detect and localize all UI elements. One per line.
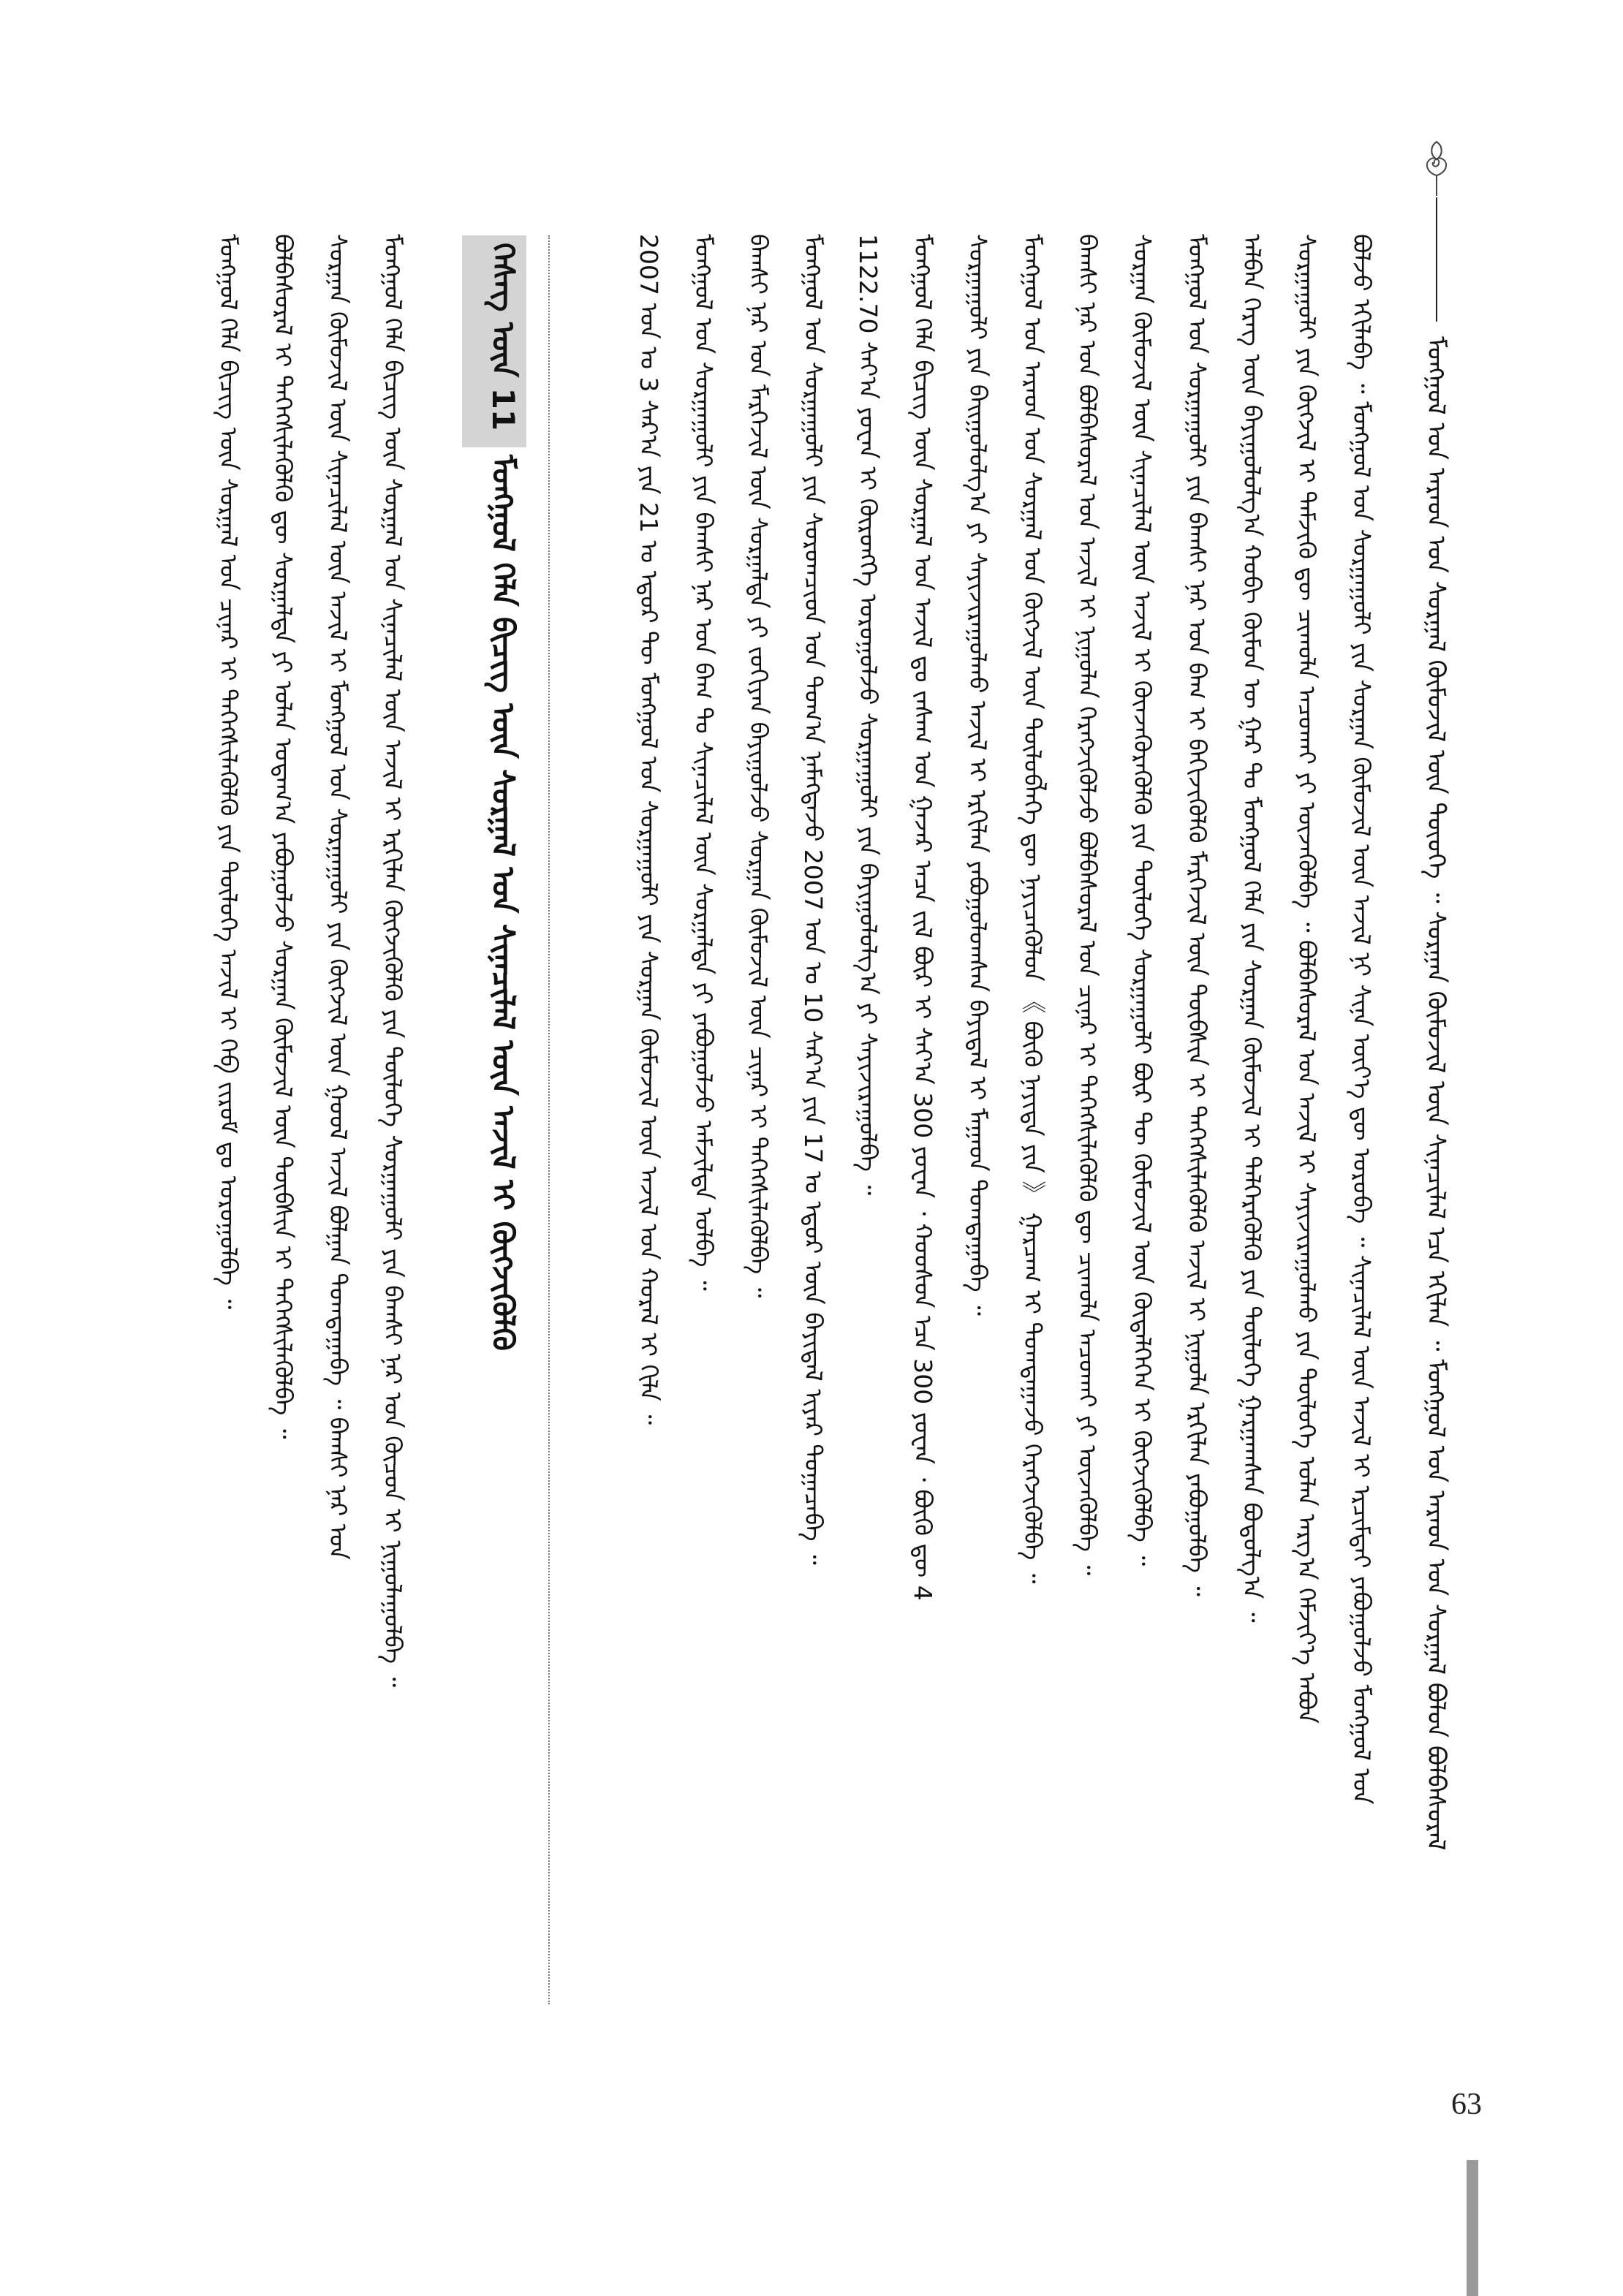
text-column: ᠰᠤᠷᠭᠠᠨ ᠬᠦᠮᠦᠵᠢᠯ ᠦᠨ ᠰᠢᠨᠡᠴᠢᠯᠡᠯ ᠦᠨ ᠠᠵᠢᠯ ᠢ ᠭᠦᠨᠵᠡᠭᠦᠷᠡᠭᠦᠯᠬᠦ ᠶᠢᠨ ᠲᠥᠯᠥᠭᠡ ᠰᠤᠷᠭᠠᠭᠤᠯᠢ ᠪᠦᠷ ᠲᠦ ᠬᠦᠮᠦᠵᠢᠯ ᠦᠨ ᠬᠥᠳᠡᠯᠭᠡᠭᠡᠨ ᠢ ᠬᠥᠭᠵᠢᠭᠦᠯᠪᠡ ᠃ [1128, 234, 1157, 1566]
section-divider [548, 235, 550, 2004]
section-label: ᠬᠡᠰᠡᠭ ᠦᠨ 11 [485, 243, 521, 431]
text-column: ᠮᠣᠩᠭᠣᠯ ᠤᠨ ᠰᠤᠷᠭᠠᠭᠤᠯᠢ ᠶᠢᠨ ᠪᠠᠭᠰᠢ ᠨᠠᠷ ᠤᠨ ᠪᠠᠭ ᠲᠤ ᠰᠢᠨᠡᠴᠢᠯᠡᠯ ᠦᠨ ᠰᠤᠷᠭᠠᠯᠲᠠ ᠶᠢ ᠶᠠᠪᠤᠭᠤᠯᠵᠤ ᠠᠮᠵᠢᠯᠲᠠ ᠣᠯᠪᠠ ᠃ [689, 234, 718, 1291]
text-column: ᠮᠣᠩᠭᠣᠯ ᠬᠡᠯᠡ ᠪᠢᠴᠢᠭ ᠦᠨ ᠰᠤᠷᠭᠠᠯ ᠤᠨ ᠰᠢᠨᠡᠴᠢᠯᠡᠯ ᠦᠨ ᠠᠵᠢᠯ ᠢ ᠡᠷᠬᠢᠯᠡᠨ ᠬᠥᠭᠵᠢᠭᠦᠯᠬᠦ ᠶᠢᠨ ᠲᠥᠯᠥᠭᠡ ᠰᠤᠷᠭᠠᠭᠤᠯᠢ ᠶᠢᠨ ᠪᠠᠭᠰᠢ ᠨᠠᠷ ᠤᠨ ᠬᠦᠴᠦᠨ ᠢ ᠨᠢᠭᠤᠯᠠᠭᠤᠯᠪᠠ ᠃ [379, 234, 407, 1688]
section-title: ᠮᠣᠩᠭᠣᠯ ᠬᠡᠯᠡ ᠪᠢᠴᠢᠭ ᠦᠨ ᠰᠤᠷᠭᠠᠯ ᠤᠨ ᠰᠢᠨᠡᠴᠢᠯᠡᠯ ᠦᠨ ᠠᠵᠢᠯ ᠢ ᠬᠥᠭᠵᠢᠭᠦᠯᠬᠦ [485, 455, 521, 1352]
page-number: 63 [1451, 2088, 1482, 2121]
header-rule [1436, 197, 1437, 322]
section-heading [462, 235, 526, 2004]
text-column: ᠰᠤᠷᠭᠠᠨ ᠬᠦᠮᠦᠵᠢᠯ ᠦᠨ ᠰᠢᠨᠡᠴᠢᠯᠡᠯ ᠦᠨ ᠠᠵᠢᠯ ᠢ ᠮᠣᠩᠭᠣᠯ ᠤᠨ ᠰᠤᠷᠭᠠᠭᠤᠯᠢ ᠶᠢᠨ ᠬᠥᠭᠵᠢᠯ ᠦᠨ ᠭᠣᠣᠯ ᠠᠵᠢᠯ ᠪᠣᠯᠭᠠᠨ ᠲᠣᠭᠲᠠᠭᠠᠪᠠ ᠃ ᠪᠠᠭᠰᠢ ᠨᠠᠷ ᠤᠨ [324, 234, 352, 1560]
ornament-icon [1420, 139, 1453, 197]
text-column: ᠰᠤᠷᠭᠠᠭᠤᠯᠢ ᠶᠢᠨ ᠬᠥᠭᠵᠢᠯ ᠢ ᠳᠡᠮᠵᠢᠬᠦ ᠳᠦ ᠴᠢᠬᠤᠯᠠ ᠠᠴᠤᠬᠠᠢ ᠶᠢ ᠦᠵᠡᠭᠦᠯᠪᠡ ᠃ ᠪᠣᠯᠪᠠᠰᠤᠷᠠᠯ ᠤᠨ ᠠᠵᠢᠯ ᠢ ᠰᠠᠶᠢᠵᠢᠷᠠᠭᠤᠯᠬᠤ ᠶᠢᠨ ᠲᠥᠯᠥᠭᠡ ᠣᠯᠠᠨ ᠠᠷᠭ᠎ᠠ ᠬᠡᠮᠵᠢᠶ᠎ᠡ ᠠᠪᠤᠨ [1293, 234, 1321, 1724]
text-column: ᠪᠣᠯᠪᠠᠰᠤᠷᠠᠯ ᠢ ᠳᠡᠭᠡᠭᠰᠢᠯᠡᠭᠦᠯᠬᠦ ᠳᠦ ᠰᠤᠷᠭᠠᠯᠲᠠ ᠶᠢ ᠣᠯᠠᠨ ᠤᠳᠠᠭ᠎ᠠ ᠶᠠᠪᠤᠭᠤᠯᠵᠤ ᠰᠤᠷᠭᠠᠨ ᠬᠦᠮᠦᠵᠢᠯ ᠦᠨ ᠲᠦᠪᠰᠢᠨ ᠢ ᠳᠡᠭᠡᠭᠰᠢᠯᠡᠭᠦᠯᠪᠡ ᠃ [269, 234, 298, 1439]
text-column: ᠪᠣᠯᠵᠤ ᠡᠬᠢᠯᠡᠪᠡ ᠃ ᠮᠣᠩᠭᠣᠯ ᠤᠨ ᠰᠤᠷᠭᠠᠭᠤᠯᠢ ᠶᠢᠨ ᠰᠤᠷᠭᠠᠨ ᠬᠦᠮᠦᠵᠢᠯ ᠦᠨ ᠠᠵᠢᠯ ᠨᠢ ᠰᠢᠨᠡ ᠦᠶ᠎ᠡ ᠳᠦ ᠣᠷᠣᠪᠠ ᠃ ᠰᠢᠨᠡᠴᠢᠯᠡᠯ ᠦᠨ ᠠᠵᠢᠯ ᠢ ᠡᠷᠴᠢᠮᠲᠡᠢ ᠶᠠᠪᠤᠭᠤᠯᠵᠤ ᠮᠣᠩᠭᠣᠯ ᠤᠨ [1347, 234, 1376, 1805]
text-column: ᠪᠠᠭᠰᠢ ᠨᠠᠷ ᠤᠨ ᠮᠡᠷᠭᠡᠵᠢᠯ ᠦᠨ ᠰᠤᠷᠭᠠᠯᠲᠠ ᠶᠢ ᠵᠣᠬᠢᠶᠠᠨ ᠪᠠᠶᠢᠭᠤᠯᠵᠤ ᠰᠤᠷᠭᠠᠨ ᠬᠦᠮᠦᠵᠢᠯ ᠦᠨ ᠴᠢᠨᠠᠷ ᠢ ᠳᠡᠭᠡᠭᠰᠢᠯᠡᠭᠦᠯᠪᠡ ᠃ [744, 234, 773, 1298]
running-header-text: ᠮᠣᠩᠭᠣᠯ ᠤᠨ ᠠᠷᠠᠳ ᠤᠨ ᠰᠤᠷᠭᠠᠯ ᠬᠦᠮᠦᠵᠢᠯ ᠦᠨ ᠲᠦᠦᠬᠡ ᠃ ᠰᠤᠷᠭᠠᠨ ᠬᠦᠮᠦᠵᠢᠯ ᠦᠨ ᠰᠢᠨᠡᠴᠢᠯᠡᠯ ᠡᠴᠡ ᠡᠬᠢᠯᠡᠨ ᠃ ᠮᠣᠩᠭᠣᠯ ᠤᠨ ᠠᠷᠠᠳ ᠤᠨ ᠰᠤᠷᠭᠠᠯ ᠪᠣᠯᠤᠨ ᠪᠣᠯᠪᠠᠰᠤᠷᠠᠯ [1421, 336, 1450, 1851]
text-column: ᠪᠠᠭᠰᠢ ᠨᠠᠷ ᠤᠨ ᠪᠣᠯᠪᠠᠰᠤᠷᠠᠯ ᠤᠨ ᠠᠵᠢᠯ ᠢ ᠨᠢᠭᠤᠯᠠᠨ ᠬᠡᠷᠡᠭᠵᠢᠭᠦᠯᠵᠦ ᠪᠣᠯᠪᠠᠰᠤᠷᠠᠯ ᠤᠨ ᠴᠢᠨᠠᠷ ᠢ ᠳᠡᠭᠡᠭᠰᠢᠯᠡᠭᠦᠯᠬᠦ ᠳᠦ ᠴᠢᠬᠤᠯᠠ ᠠᠴᠤᠬᠠᠢ ᠶᠢ ᠦᠵᠡᠭᠦᠯᠪᠡ ᠃ [1073, 234, 1102, 1576]
text-column: 1122.70 ᠰᠠᠶ᠎ᠠ ᠶᠤᠸᠠᠨ ᠢ ᠬᠥᠷᠥᠩᠭᠡ ᠣᠷᠣᠭᠤᠯᠵᠤ ᠰᠤᠷᠭᠠᠭᠤᠯᠢ ᠶᠢᠨ ᠪᠠᠶᠢᠭᠤᠯᠤᠯᠭ᠎ᠠ ᠶᠢ ᠰᠠᠶᠢᠵᠢᠷᠠᠭᠤᠯᠪᠠ ᠃ [854, 234, 882, 1196]
text-column: ᠮᠣᠩᠭᠣᠯ ᠤᠨ ᠠᠷᠠᠳ ᠤᠨ ᠰᠤᠷᠭᠠᠯ ᠤᠨ ᠬᠥᠭᠵᠢᠯ ᠦᠨ ᠲᠥᠯᠥᠪᠯᠡᠭᠡ ᠳᠦ ᠨᠡᠶᠢᠴᠡᠭᠦᠯᠦᠨ 《 ᠪᠦᠬᠦ ᠨᠡᠶᠢᠲᠡ ᠶᠢᠨ 》 ᠭᠠᠷᠴᠠᠭ ᠢ ᠲᠣᠭᠲᠠᠭᠠᠵᠤ ᠬᠡᠷᠡᠭᠵᠢᠭᠦᠯᠪᠡ ᠃ [1018, 234, 1047, 1584]
text-column: ᠮᠣᠩᠭᠣᠯ ᠬᠡᠯᠡ ᠪᠢᠴᠢᠭ ᠦᠨ ᠰᠤᠷᠭᠠᠯ ᠤᠨ ᠠᠵᠢᠯ ᠳᠤ ᠵᠠᠰᠠᠭ ᠤᠨ ᠭᠠᠵᠠᠷ ᠠᠴᠠ ᠵᠢᠯ ᠪᠦᠷ ᠢ ᠰᠠᠶ᠎ᠠ 300 ᠶᠤᠸᠠᠨ ᠂ ᠬᠣᠣᠰᠣᠨ ᠡᠴᠡ 300 ᠶᠤᠸᠠᠨ ᠂ ᠪᠦᠬᠦ ᠳᠦ 4 [909, 234, 937, 1601]
text-column: ᠠᠯᠪᠠᠨ ᠬᠡᠷᠡᠭ ᠦᠨ ᠪᠠᠶᠢᠭᠤᠯᠤᠯᠭ᠎ᠠ ᠬᠤᠪᠢ ᠬᠥᠮᠦᠨ ᠦ ᠭᠠᠷ ᠲᠤ ᠮᠣᠩᠭᠣᠯ ᠬᠡᠯᠡ ᠶᠢᠨ ᠰᠤᠷᠭᠠᠨ ᠬᠦᠮᠦᠵᠢᠯ ᠢ ᠳᠡᠯᠭᠡᠷᠡᠭᠦᠯᠬᠦ ᠶᠢᠨ ᠲᠥᠯᠥᠭᠡ ᠭᠠᠷᠭᠠᠭᠰᠠᠨ ᠪᠣᠳᠤᠯᠭ᠎ᠠ ᠃ [1238, 234, 1266, 1623]
page-edge-tab [1467, 2160, 1478, 2296]
running-header [1411, 124, 1462, 1851]
text-column: ᠮᠣᠩᠭᠣᠯ ᠤᠨ ᠰᠤᠷᠭᠠᠭᠤᠯᠢ ᠶᠢᠨ ᠰᠤᠷᠤᠭᠴᠢᠳ ᠤᠨ ᠲᠣᠭ᠎ᠠ ᠨᠡᠮᠡᠭᠳᠡᠵᠦ 2007 ᠣᠨ ᠤ 10 ᠰᠠᠷ᠎ᠠ ᠶᠢᠨ 17 ᠤ ᠡᠳᠦᠷ ᠦᠨ ᠪᠠᠶᠢᠳᠠᠯ ᠢᠶᠠᠷ ᠲᠣᠭᠠᠴᠠᠪᠠ ᠃ [799, 234, 828, 1565]
text-column: ᠰᠤᠷᠭᠠᠭᠤᠯᠢ ᠶᠢᠨ ᠪᠠᠢᠭᠤᠯᠤᠯᠭ᠎ᠠ ᠶᠢ ᠰᠠᠶᠢᠵᠢᠷᠠᠭᠤᠯᠬᠤ ᠠᠵᠢᠯ ᠢ ᠡᠷᠬᠢᠯᠡᠨ ᠶᠠᠪᠤᠭᠤᠯᠤᠭᠰᠠᠨ ᠪᠠᠶᠢᠳᠠᠯ ᠢ ᠮᠠᠭᠠᠳ ᠲᠣᠭᠲᠠᠭᠠᠪᠠ ᠃ [964, 234, 992, 1316]
text-column: ᠮᠣᠩᠭᠣᠯ ᠤᠨ ᠰᠤᠷᠭᠠᠭᠤᠯᠢ ᠶᠢᠨ ᠪᠠᠭᠰᠢ ᠨᠠᠷ ᠤᠨ ᠪᠠᠭ ᠢ ᠪᠡᠬᠢᠵᠢᠭᠦᠯᠬᠦ ᠮᠡᠷᠭᠡᠵᠢᠯ ᠦᠨ ᠲᠦᠪᠰᠢᠨ ᠢ ᠳᠡᠭᠡᠭᠰᠢᠯᠡᠭᠦᠯᠬᠦ ᠠᠵᠢᠯ ᠢ ᠨᠢᠭᠤᠯᠠ ᠡᠷᠬᠢᠯᠡᠨ ᠶᠠᠪᠤᠭᠤᠯᠪᠠ ᠃ [1183, 234, 1211, 1596]
text-column: 2007 ᠣᠨ ᠤ 3 ᠰᠠᠷ᠎ᠠ ᠶᠢᠨ 21 ᠤ ᠡᠳᠦᠷ ᠲᠦ ᠮᠣᠩᠭᠣᠯ ᠤᠨ ᠰᠤᠷᠭᠠᠭᠤᠯᠢ ᠶᠢᠨ ᠰᠤᠷᠭᠠᠨ ᠬᠦᠮᠦᠵᠢᠯ ᠦᠨ ᠠᠵᠢᠯ ᠤᠨ ᠬᠤᠷᠠᠯ ᠢ ᠬᠢᠯᠡ ᠃ [635, 234, 663, 1425]
text-column: ᠮᠣᠩᠭᠣᠯ ᠬᠡᠯᠡ ᠪᠢᠴᠢᠭ ᠦᠨ ᠰᠤᠷᠭᠠᠯ ᠤᠨ ᠴᠢᠨᠠᠷ ᠢ ᠳᠡᠭᠡᠭᠰᠢᠯᠡᠭᠦᠯᠬᠦ ᠶᠢᠨ ᠲᠥᠯᠥᠭᠡ ᠠᠵᠢᠯ ᠢ ᠬᠡᠪ ᠵᠢᠷᠤᠮ ᠳᠤ ᠣᠷᠣᠭᠤᠯᠪᠠ ᠃ [214, 234, 243, 1310]
